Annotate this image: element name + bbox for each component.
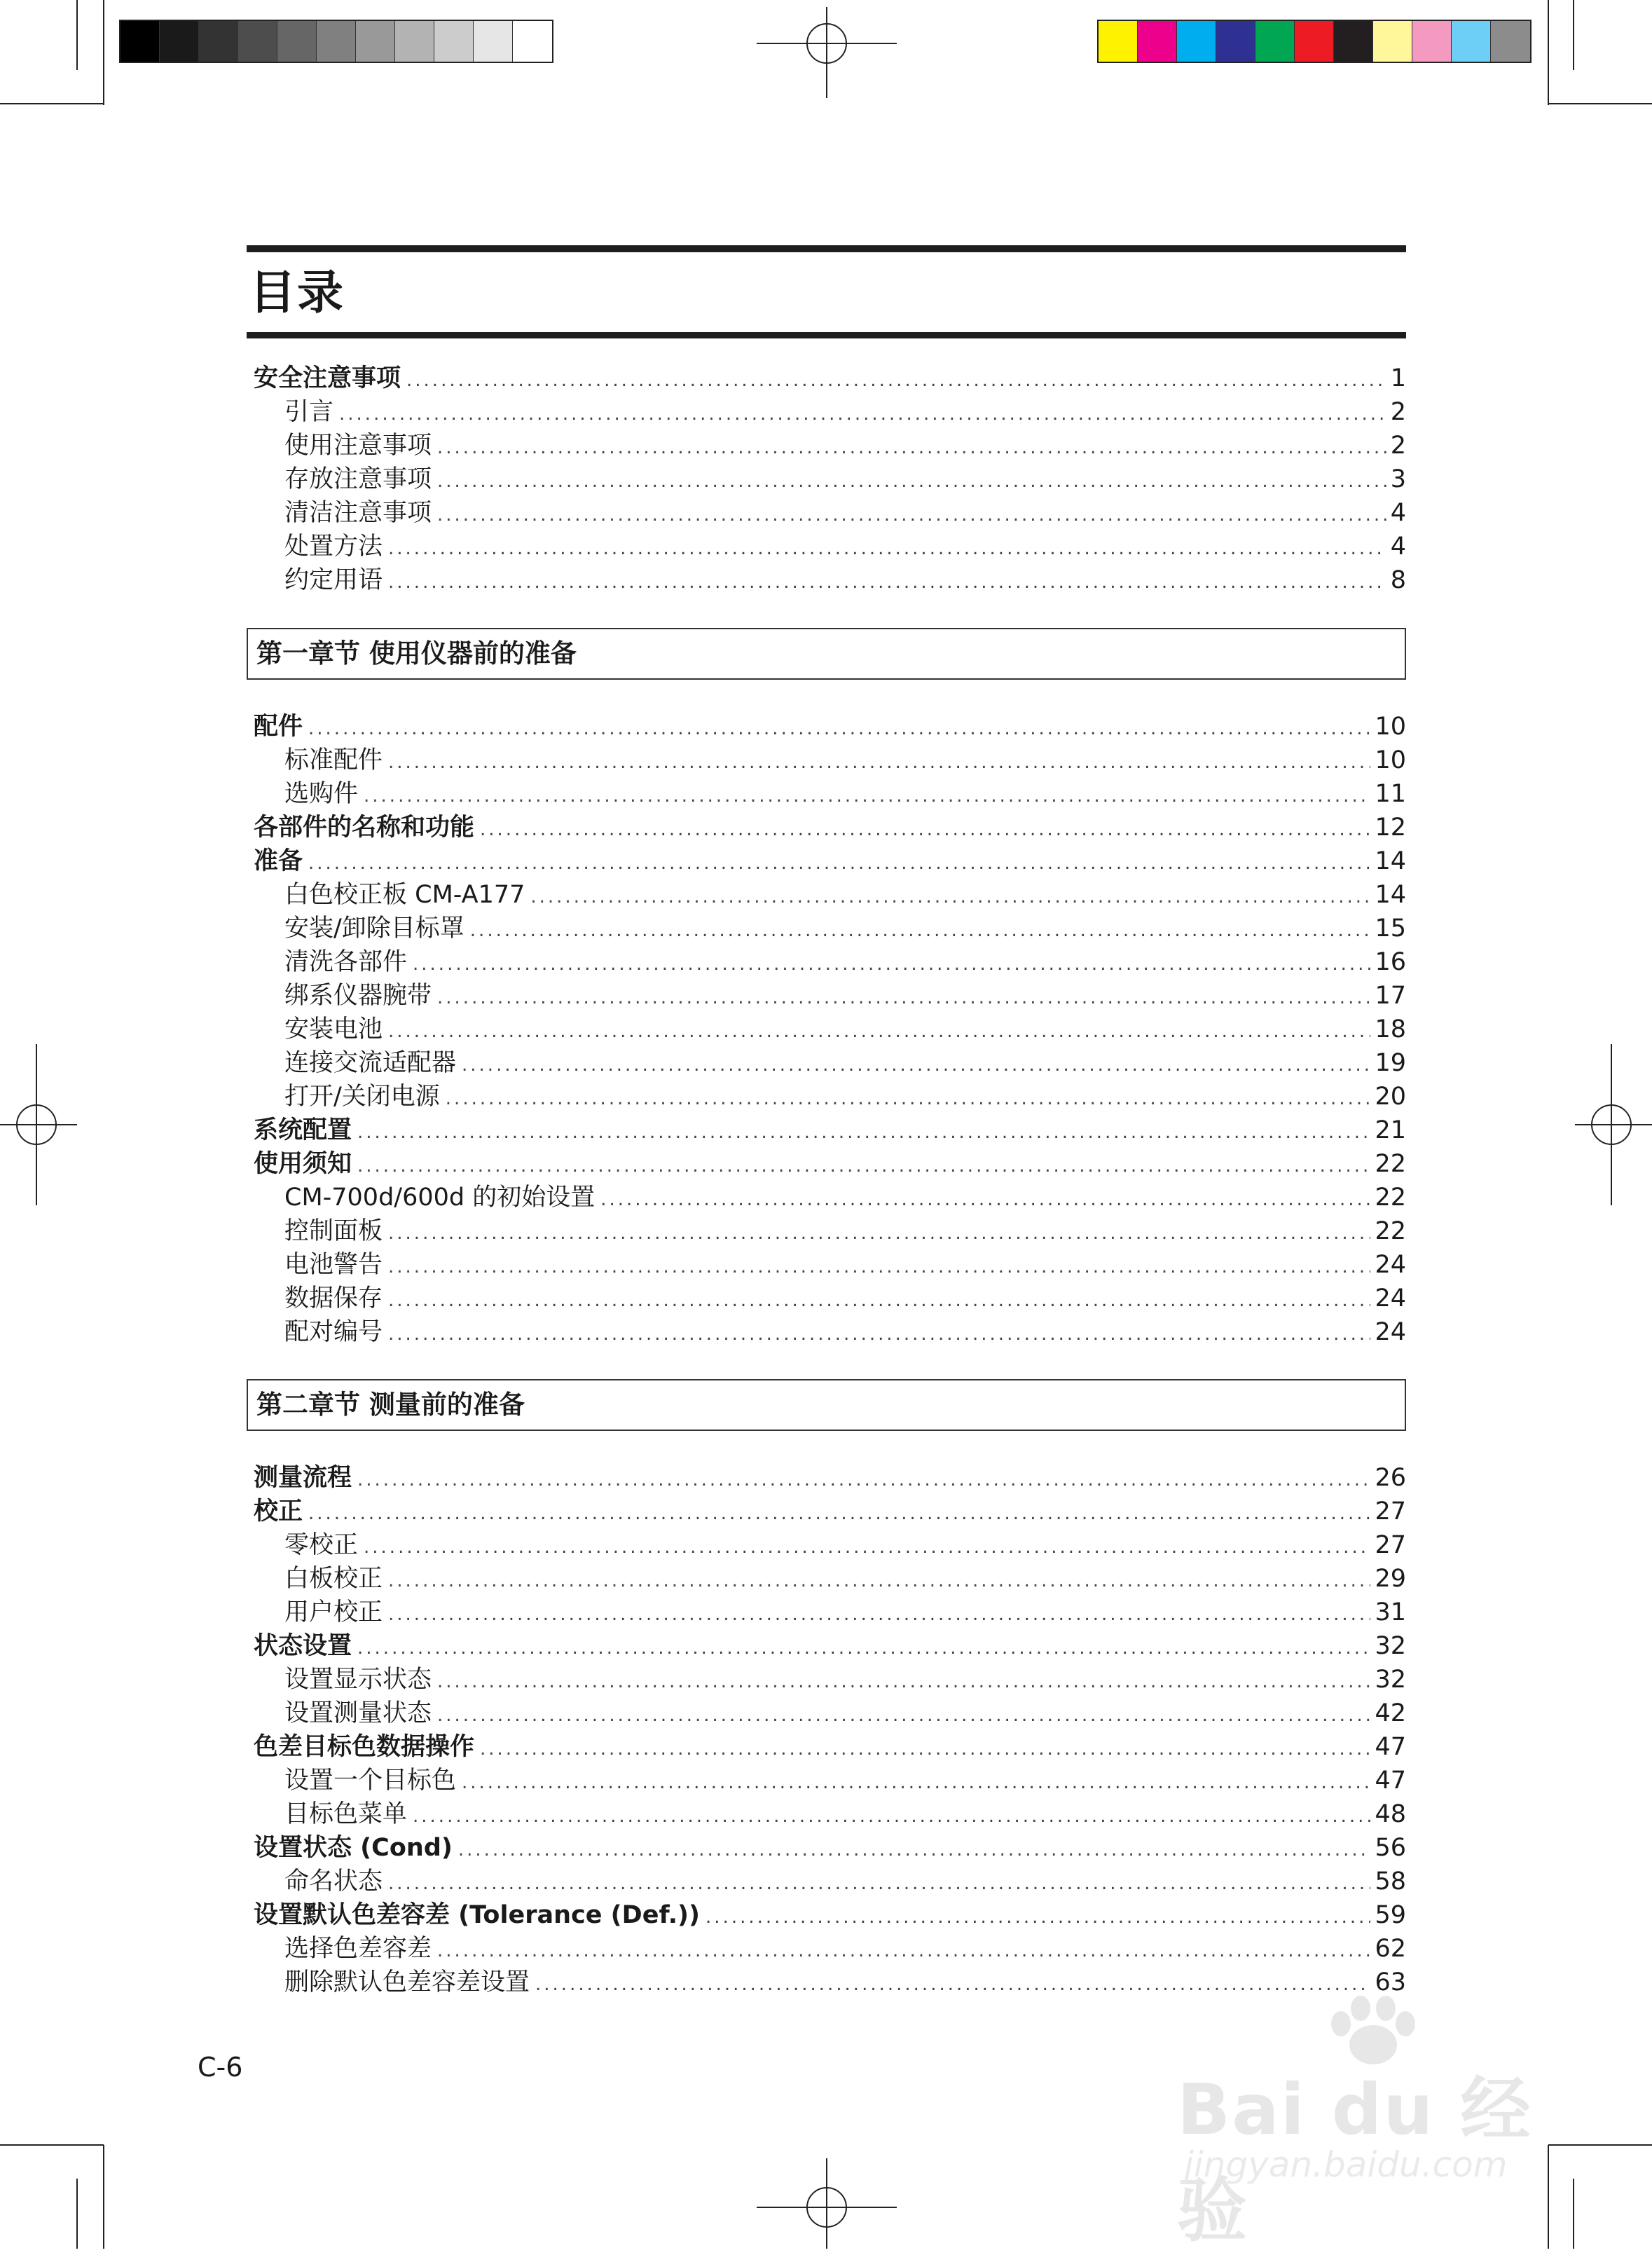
toc-entry-page: 59: [1375, 1901, 1406, 1929]
gray-swatch: [356, 21, 395, 62]
grayscale-color-bar: [119, 20, 553, 63]
toc-leader-dots: [388, 1250, 1370, 1284]
toc-entry[interactable]: [254, 1764, 1406, 1797]
toc-entry-page: 4: [1390, 499, 1406, 527]
toc-entry[interactable]: [254, 945, 1406, 979]
toc-leader-dots: [413, 1800, 1370, 1833]
toc-leader-dots: [446, 1082, 1371, 1116]
title-top-rule: [247, 245, 1406, 252]
toc-entry[interactable]: [254, 1315, 1406, 1349]
toc-entry[interactable]: [254, 395, 1406, 429]
gray-swatch: [395, 21, 434, 62]
toc-leader-dots: [437, 981, 1370, 1015]
color-swatch: [1216, 21, 1255, 62]
toc-entry-label: 引言: [284, 398, 334, 426]
toc-entry-page: 24: [1375, 1318, 1406, 1346]
toc-leader-dots: [388, 1015, 1370, 1048]
toc-leader-dots: [388, 1598, 1370, 1631]
toc-entry-label: 设置一个目标色: [284, 1767, 457, 1795]
toc-entry[interactable]: [254, 462, 1406, 496]
title-bottom-rule: [247, 332, 1406, 338]
toc-entry[interactable]: [254, 1046, 1406, 1080]
gray-swatch: [277, 21, 317, 62]
toc-entry-page: 62: [1375, 1935, 1406, 1963]
toc-entry-label: 命名状态: [284, 1867, 383, 1896]
toc-entry-label: 清洁注意事项: [284, 499, 432, 527]
toc-entry[interactable]: [254, 496, 1406, 530]
watermark-text: Bai du 经验: [1177, 2069, 1532, 2251]
toc-entry-page: 2: [1390, 398, 1406, 426]
toc-leader-dots: [437, 1699, 1370, 1732]
toc-leader-dots: [308, 847, 1370, 880]
registration-mark-top: [757, 7, 897, 98]
toc-leader-dots: [364, 1530, 1370, 1564]
toc-entry-label: 电池警告: [284, 1251, 383, 1279]
toc-leader-dots: [437, 1934, 1370, 1968]
gray-swatch: [199, 21, 238, 62]
toc-entry-page: 18: [1375, 1015, 1406, 1043]
toc-entry-label: 设置测量状态: [284, 1699, 432, 1727]
toc-leader-dots: [437, 1665, 1370, 1699]
toc-section-chapter-2: [254, 1461, 1406, 1999]
toc-entry-page: 27: [1375, 1531, 1406, 1559]
toc-entry-page: 16: [1375, 948, 1406, 976]
color-swatch: [1138, 21, 1177, 62]
toc-entry-page: 12: [1375, 814, 1406, 842]
toc-entry[interactable]: [254, 878, 1406, 912]
toc-entry[interactable]: [254, 1831, 1406, 1865]
toc-entry[interactable]: [254, 743, 1406, 777]
toc-entry[interactable]: [254, 362, 1406, 395]
toc-entry-page: 24: [1375, 1284, 1406, 1312]
toc-entry[interactable]: [254, 530, 1406, 563]
toc-entry-label: 白色校正板 CM-A177: [284, 881, 525, 909]
toc-entry-page: 56: [1375, 1834, 1406, 1862]
toc-entry-page: 11: [1375, 780, 1406, 808]
toc-entry[interactable]: [254, 979, 1406, 1013]
color-swatch: [1255, 21, 1295, 62]
toc-leader-dots: [480, 813, 1370, 847]
color-swatch: [1452, 21, 1491, 62]
toc-entry-label: 绑系仪器腕带: [284, 982, 432, 1010]
toc-entry-label: 设置默认色差容差 (Tolerance (Def.)): [254, 1901, 701, 1929]
toc-entry[interactable]: [254, 429, 1406, 462]
toc-entry[interactable]: [254, 710, 1406, 743]
toc-entry-label: 处置方法: [284, 533, 383, 561]
toc-entry[interactable]: [254, 1113, 1406, 1147]
toc-section-chapter-1: [254, 710, 1406, 1349]
gray-swatch: [513, 21, 552, 62]
toc-entry-page: 22: [1375, 1150, 1406, 1178]
chapter-heading-2: 第二章节 测量前的准备: [247, 1379, 1406, 1431]
toc-entry[interactable]: [254, 1147, 1406, 1181]
toc-leader-dots: [406, 364, 1386, 397]
toc-entry-page: 47: [1375, 1767, 1406, 1795]
color-swatch: [1177, 21, 1216, 62]
toc-entry-label: 设置显示状态: [284, 1666, 432, 1694]
toc-entry-page: 17: [1375, 982, 1406, 1010]
toc-entry-page: 63: [1375, 1968, 1406, 1996]
toc-entry-label: 色差目标色数据操作: [254, 1733, 475, 1761]
color-swatch: [1412, 21, 1452, 62]
toc-entry[interactable]: [254, 1562, 1406, 1596]
toc-leader-dots: [388, 1317, 1370, 1351]
toc-entry-label: 校正: [254, 1497, 303, 1526]
toc-leader-dots: [388, 1216, 1370, 1250]
toc-leader-dots: [462, 1766, 1370, 1800]
toc-leader-dots: [705, 1900, 1370, 1934]
toc-entry[interactable]: [254, 1596, 1406, 1629]
gray-swatch: [474, 21, 513, 62]
toc-entry[interactable]: [254, 1248, 1406, 1282]
toc-entry[interactable]: [254, 1932, 1406, 1966]
toc-entry-page: 32: [1375, 1632, 1406, 1660]
toc-entry-page: 27: [1375, 1497, 1406, 1526]
toc-entry[interactable]: [254, 1495, 1406, 1528]
toc-leader-dots: [462, 1048, 1370, 1082]
toc-leader-dots: [388, 1284, 1370, 1317]
toc-entry[interactable]: [254, 844, 1406, 878]
toc-entry-label: 选择色差容差: [284, 1935, 432, 1963]
toc-leader-dots: [388, 566, 1386, 599]
toc-entry-label: 使用注意事项: [284, 432, 432, 460]
toc-entry[interactable]: [254, 1013, 1406, 1046]
toc-entry-page: 10: [1375, 746, 1406, 774]
toc-entry-label: 配件: [254, 713, 303, 741]
toc-entry-label: 设置状态 (Cond): [254, 1834, 453, 1862]
gray-swatch: [238, 21, 277, 62]
chapter-heading-1: 第一章节 使用仪器前的准备: [247, 628, 1406, 680]
toc-entry[interactable]: [254, 563, 1406, 597]
toc-entry[interactable]: [254, 1528, 1406, 1562]
toc-entry-label: 状态设置: [254, 1632, 352, 1660]
toc-entry-label: 零校正: [284, 1531, 359, 1559]
process-color-bar: [1097, 20, 1531, 63]
color-swatch: [1295, 21, 1334, 62]
toc-leader-dots: [388, 1867, 1370, 1900]
toc-entry[interactable]: [254, 1697, 1406, 1730]
toc-entry-page: 26: [1375, 1464, 1406, 1492]
gray-swatch: [434, 21, 474, 62]
gray-swatch: [121, 21, 160, 62]
gray-swatch: [317, 21, 356, 62]
toc-leader-dots: [388, 746, 1370, 779]
toc-entry[interactable]: [254, 1080, 1406, 1113]
toc-leader-dots: [437, 498, 1386, 532]
toc-leader-dots: [308, 712, 1370, 746]
toc-entry-page: 20: [1375, 1083, 1406, 1111]
toc-leader-dots: [600, 1183, 1370, 1216]
crop-mark-bottom-left: [0, 2144, 112, 2249]
toc-entry-page: 8: [1390, 566, 1406, 594]
crop-mark-top-left: [0, 0, 112, 105]
toc-entry-label: 标准配件: [284, 746, 383, 774]
toc-leader-dots: [437, 431, 1386, 465]
toc-leader-dots: [413, 947, 1370, 981]
baidu-watermark-logo: [1163, 1990, 1555, 2251]
toc-entry[interactable]: [254, 1797, 1406, 1831]
toc-entry-label: 选购件: [284, 780, 359, 808]
toc-entry-page: 29: [1375, 1565, 1406, 1593]
toc-leader-dots: [458, 1833, 1371, 1867]
toc-leader-dots: [357, 1149, 1370, 1183]
toc-entry-label: 系统配置: [254, 1116, 352, 1144]
toc-entry-page: 58: [1375, 1867, 1406, 1896]
toc-entry[interactable]: [254, 1898, 1406, 1932]
toc-entry-page: 10: [1375, 713, 1406, 741]
toc-entry-page: 3: [1390, 465, 1406, 493]
toc-entry[interactable]: [254, 1730, 1406, 1764]
toc-entry-page: 19: [1375, 1049, 1406, 1077]
toc-leader-dots: [357, 1463, 1370, 1497]
toc-entry[interactable]: [254, 777, 1406, 811]
toc-entry-label: 安全注意事项: [254, 364, 401, 392]
color-swatch: [1099, 21, 1138, 62]
toc-entry-label: CM-700d/600d 的初始设置: [284, 1184, 596, 1212]
toc-entry[interactable]: [254, 912, 1406, 945]
toc-section-safety: [254, 362, 1406, 597]
toc-entry-label: 白板校正: [284, 1565, 383, 1593]
color-swatch: [1334, 21, 1373, 62]
toc-entry-page: 48: [1375, 1800, 1406, 1828]
registration-mark-left: [0, 1044, 77, 1205]
toc-entry[interactable]: [254, 1282, 1406, 1315]
toc-entry-label: 控制面板: [284, 1217, 383, 1245]
gray-swatch: [160, 21, 199, 62]
toc-entry-page: 14: [1375, 847, 1406, 875]
page-title: 目录: [249, 266, 345, 320]
toc-entry-label: 约定用语: [284, 566, 383, 594]
toc-entry-label: 清洗各部件: [284, 948, 408, 976]
toc-entry-page: 21: [1375, 1116, 1406, 1144]
toc-entry-page: 4: [1390, 533, 1406, 561]
toc-leader-dots: [480, 1732, 1370, 1766]
toc-entry-label: 安装电池: [284, 1015, 383, 1043]
page-number: C-6: [198, 2052, 243, 2083]
toc-entry-page: 22: [1375, 1217, 1406, 1245]
toc-entry-page: 24: [1375, 1251, 1406, 1279]
toc-entry-page: 2: [1390, 432, 1406, 460]
registration-mark-bottom: [757, 2158, 897, 2249]
toc-entry[interactable]: [254, 1663, 1406, 1697]
toc-leader-dots: [530, 880, 1370, 914]
crop-mark-bottom-right: [1540, 2144, 1652, 2249]
toc-leader-dots: [339, 397, 1386, 431]
toc-entry-label: 各部件的名称和功能: [254, 814, 475, 842]
toc-entry[interactable]: [254, 1214, 1406, 1248]
color-swatch: [1373, 21, 1412, 62]
registration-mark-right: [1575, 1044, 1652, 1205]
toc-entry-label: 目标色菜单: [284, 1800, 408, 1828]
toc-leader-dots: [437, 465, 1386, 498]
toc-entry-page: 47: [1375, 1733, 1406, 1761]
toc-entry-page: 1: [1390, 364, 1406, 392]
toc-entry-label: 连接交流适配器: [284, 1049, 457, 1077]
toc-leader-dots: [364, 779, 1370, 813]
toc-entry-label: 准备: [254, 847, 303, 875]
toc-entry-label: 删除默认色差容差设置: [284, 1968, 530, 1996]
toc-leader-dots: [357, 1116, 1370, 1149]
toc-entry-page: 22: [1375, 1184, 1406, 1212]
toc-leader-dots: [357, 1631, 1370, 1665]
toc-leader-dots: [470, 914, 1371, 947]
toc-entry[interactable]: [254, 1461, 1406, 1495]
toc-leader-dots: [388, 532, 1386, 566]
toc-leader-dots: [308, 1497, 1370, 1530]
toc-entry-page: 14: [1375, 881, 1406, 909]
watermark-url: jingyan.baidu.com: [1184, 2144, 1508, 2185]
toc-entry[interactable]: [254, 811, 1406, 844]
toc-entry-label: 使用须知: [254, 1150, 352, 1178]
toc-entry-page: 31: [1375, 1598, 1406, 1626]
toc-entry[interactable]: [254, 1865, 1406, 1898]
toc-entry-page: 42: [1375, 1699, 1406, 1727]
toc-entry-label: 测量流程: [254, 1464, 352, 1492]
toc-entry-label: 存放注意事项: [284, 465, 432, 493]
toc-entry-label: 打开/关闭电源: [284, 1083, 440, 1111]
toc-entry[interactable]: [254, 1629, 1406, 1663]
toc-entry-label: 安装/卸除目标罩: [284, 914, 464, 943]
toc-entry-label: 用户校正: [284, 1598, 383, 1626]
toc-entry-page: 15: [1375, 914, 1406, 943]
crop-mark-top-right: [1540, 0, 1652, 105]
toc-entry-label: 数据保存: [284, 1284, 383, 1312]
toc-entry[interactable]: [254, 1181, 1406, 1214]
toc-leader-dots: [388, 1564, 1370, 1598]
toc-entry-page: 32: [1375, 1666, 1406, 1694]
toc-entry-label: 配对编号: [284, 1318, 383, 1346]
color-swatch: [1491, 21, 1530, 62]
